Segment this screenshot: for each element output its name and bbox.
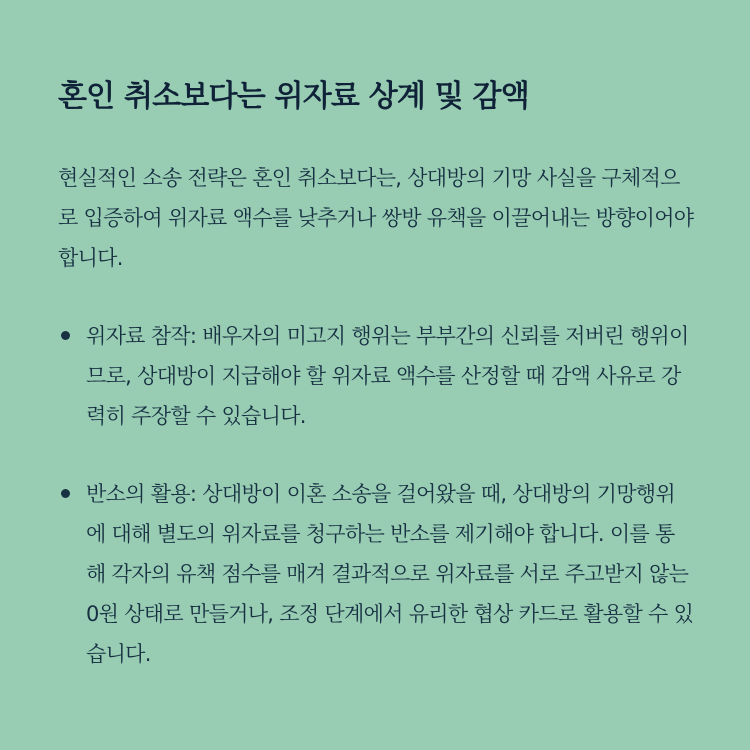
bullet-dot-icon xyxy=(61,489,70,498)
page-title: 혼인 취소보다는 위자료 상계 및 감액 xyxy=(58,79,529,114)
bullet-dot-icon xyxy=(61,331,70,340)
bullet-item-alimony-consideration xyxy=(58,316,694,436)
bullet-text: 배우자의 미고지 행위는 부부간의 신뢰를 저버린 행위이므로, 상대방이 지급해야 할 위자료 액수를 산정할 때 감액 사유로 강력히 주장할 수 있습니다. xyxy=(86,324,689,428)
bullet-label: 반소의 활용: xyxy=(86,482,197,506)
bullet-label: 위자료 참작: xyxy=(86,324,197,348)
bullet-list xyxy=(58,316,694,674)
bullet-text: 상대방이 이혼 소송을 걸어왔을 때, 상대방의 기망행위에 대해 별도의 위자료를 청구하는 반소를 제기해야 합니다. 이를 통해 각자의 유책 점수를 매겨 결과적으로 위자료를 서로 주고받지 않는 0원 상태로 만들거나, 조정 단계에서 유리한 협상 카드로 활용할 수 있습니다. xyxy=(86,482,694,666)
bullet-item-counterclaim-use xyxy=(58,474,694,674)
intro-paragraph: 현실적인 소송 전략은 혼인 취소보다는, 상대방의 기망 사실을 구체적으로 입증하여 위자료 액수를 낮추거나 쌍방 유책을 이끌어내는 방향이어야 합니다. xyxy=(58,166,694,270)
